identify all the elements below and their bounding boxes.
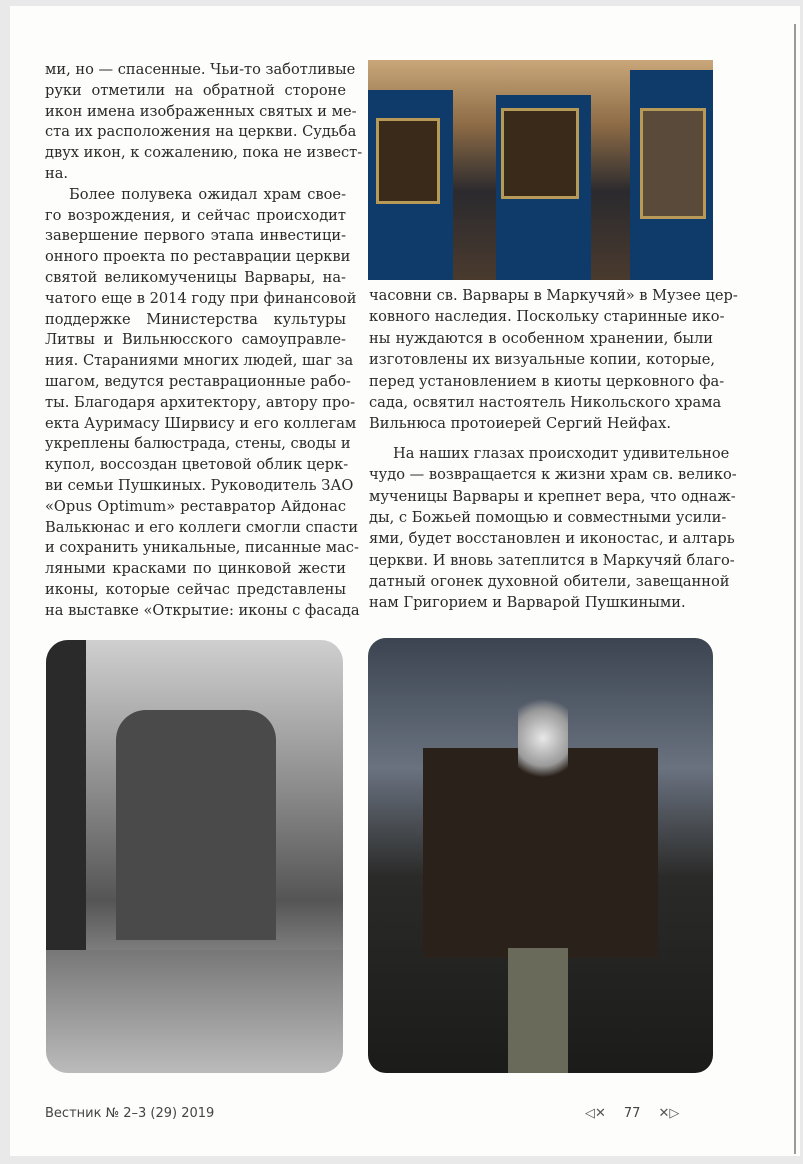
text-line: Вильнюса протоиерей Сергий Нейфах. (369, 415, 672, 433)
fish-left-icon: ◁✕ (585, 1106, 606, 1121)
text-line: купол, воссоздан цветовой облик церк- (45, 456, 349, 474)
text-line: церкви. И вновь затеплится в Маркучяй благо- (369, 551, 735, 569)
text-line: иконы, которые сейчас представлены (45, 580, 346, 598)
text-line: Литвы и Вильнюсского самоуправле- (45, 331, 346, 349)
text-line: часовни св. Варвары в Маркучяй» в Музее цер- (369, 287, 738, 304)
text-line: «Opus Optimum» реставратор Айдонас (45, 497, 346, 515)
text-line: ковного наследия. Поскольку старинные ико- (369, 308, 725, 326)
text-line: поддержке Министерства культуры (45, 310, 346, 328)
text-line: датный огонек духовной обители, завещанной (369, 573, 730, 591)
text-line: шагом, ведутся реставрационные рабо- (45, 372, 351, 390)
text-line: и сохранить уникальные, писанные мас- (45, 539, 359, 557)
right-text-column (369, 285, 738, 614)
text-line: ляными красками по цинковой жести (45, 560, 346, 578)
text-line: икон имена изображенных святых и ме- (45, 102, 357, 120)
page-number: 77 (623, 1106, 641, 1121)
text-line: руки отметили на обратной стороне (45, 81, 346, 99)
left-text-column (45, 60, 363, 622)
text-line: чудо — возвращается к жизни храм св. велико- (369, 466, 737, 484)
text-line: ста их расположения на церкви. Судьба (45, 123, 357, 141)
text-line: на. (45, 164, 69, 182)
text-line: завершение первого этапа инвестици- (45, 227, 346, 245)
page-edge (794, 24, 796, 1154)
chapel-cemetery-photo (46, 640, 343, 1073)
text-line: го возрождения, и сейчас происходит (45, 206, 346, 224)
text-line: ния. Стараниями многих людей, шаг за (45, 352, 354, 370)
text-line: ми, но — спасенные. Чьи-то заботливые (45, 61, 356, 78)
text-line: ды, с Божьей помощью и совместными усили- (369, 508, 727, 526)
museum-exhibition-photo (368, 60, 713, 280)
text-line: Более полувека ожидал храм свое- (69, 185, 346, 203)
text-line: двух икон, к сожалению, пока не извест- (45, 144, 363, 162)
text-line: на выставке «Открытие: иконы с фасада (45, 601, 360, 619)
text-line: чатого еще в 2014 году при финансовой (45, 289, 357, 307)
text-line: укреплены балюстрада, стены, своды и (45, 435, 351, 453)
text-line: ты. Благодаря архитектору, автору про- (45, 393, 355, 411)
text-line: изготовлены их визуальные копии, которые, (369, 351, 716, 369)
text-line: перед установлением в киоты церковного фа- (369, 372, 725, 390)
text-line: ви семьи Пушкиных. Руководитель ЗАО (45, 476, 354, 494)
text-line: сада, освятил настоятель Никольского храма (369, 393, 722, 411)
text-line: онного проекта по реставрации церкви (45, 248, 351, 266)
paragraph-gap (369, 435, 713, 443)
text-line: святой великомученицы Варвары, на- (45, 268, 346, 286)
church-interior-photo (368, 638, 713, 1073)
text-line: ями, будет восстановлен и иконостас, и алтарь (369, 530, 735, 548)
text-line: На наших глазах происходит удивительное (393, 444, 730, 462)
text-line: ны нуждаются в особенном хранении, были (369, 329, 713, 347)
text-line: екта Ауримасу Ширвису и его коллегам (45, 414, 357, 432)
page-number-group (585, 1106, 679, 1121)
publication-title: Вестник № 2–3 (29) 2019 (45, 1106, 215, 1121)
fish-right-icon: ✕▷ (658, 1106, 680, 1121)
text-line: мученицы Варвары и крепнет вера, что однаж- (369, 487, 736, 505)
text-line: нам Григорием и Варварой Пушкиными. (369, 594, 686, 612)
text-line: Валькюнас и его коллеги смогли спасти (45, 518, 359, 536)
